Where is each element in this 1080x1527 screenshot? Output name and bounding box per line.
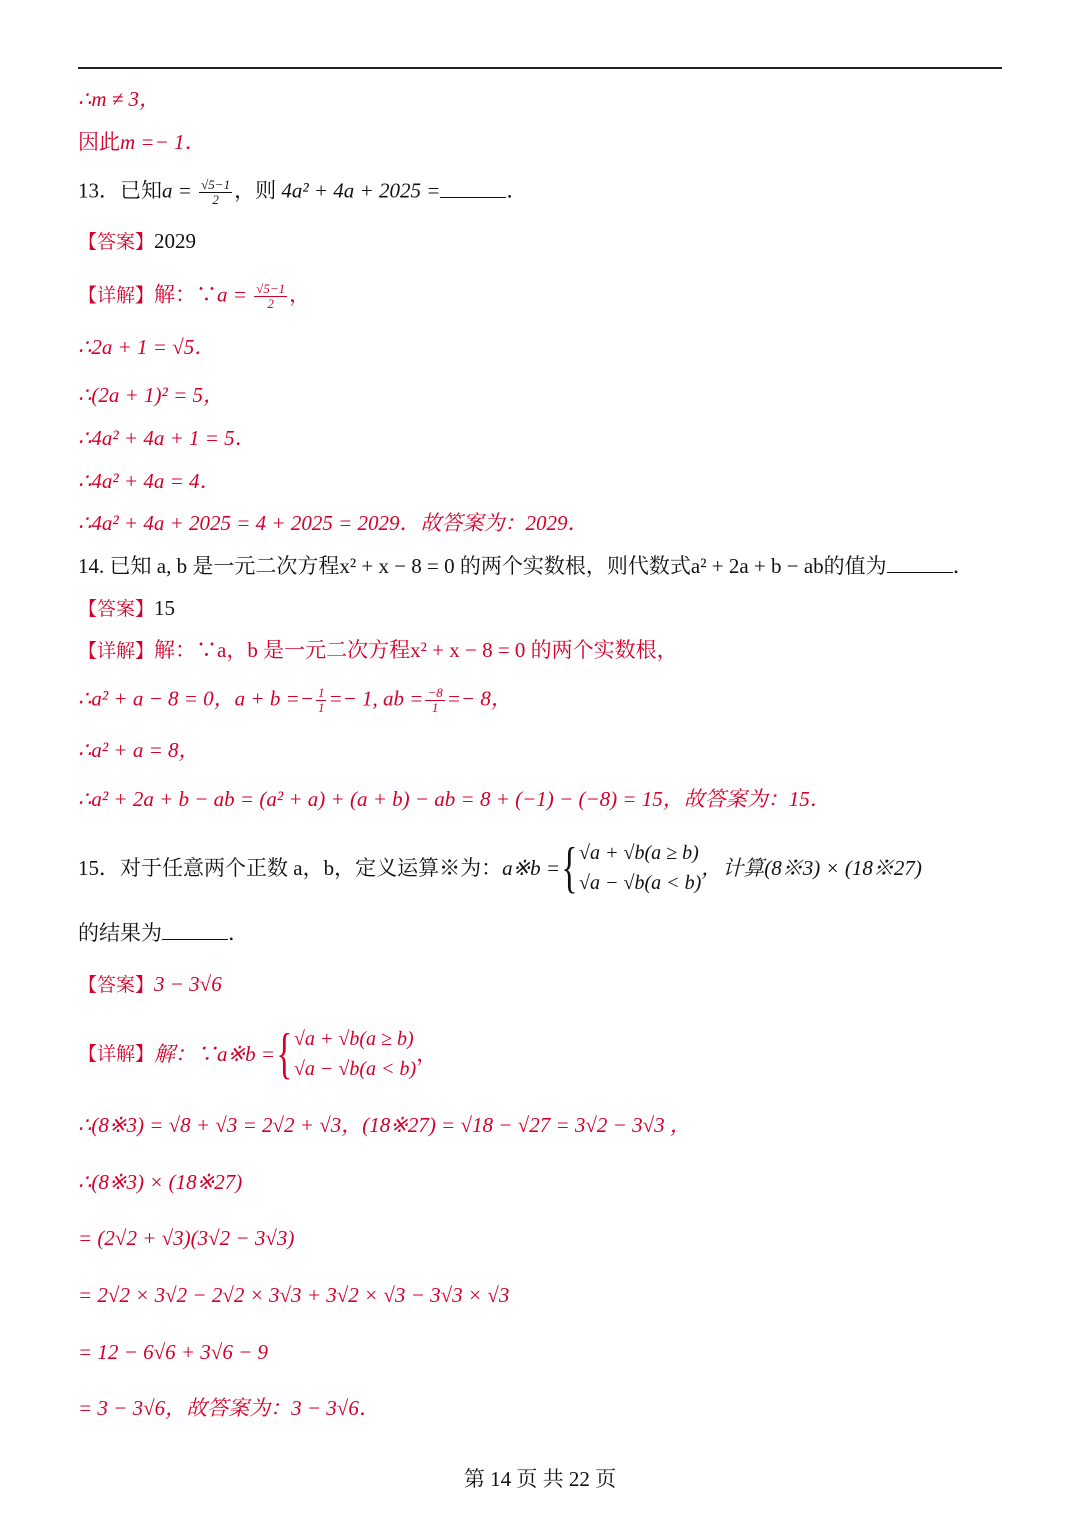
detail-13: 【详解】解：∵a = $\frac{√5-1}{2}$ ，: [78, 281, 311, 312]
piecewise-cases: √a + √b(a ≥ b) √a − √b(a < b): [579, 842, 702, 894]
step-13-2: ∴(2a + 1)² = 5，: [78, 383, 224, 407]
answer-blank: [887, 556, 953, 573]
prev-step-line: ∴m ≠ 3，: [78, 87, 161, 111]
detail-15: 【详解】 解：∵a※b = { √a + √b(a ≥ b) √a − √b(a < b) ，: [78, 1022, 438, 1085]
page-footer: 第 14 页 共 22 页: [463, 1467, 617, 1491]
step-13-5: ∴4a² + 4a + 2025 = 4 + 2025 = 2029．故答案为：2029．: [78, 511, 589, 535]
fraction-2: $\frac{-8}{1}$: [427, 685, 443, 716]
step-14-1: ∴a² + a − 8 = 0，a + b =− $\frac{1}{1}$ =− 1, ab = $\frac{-8}{1}$ =− 8，: [78, 685, 512, 716]
brace-icon: {: [276, 1022, 293, 1085]
step-15-6: = 3 − 3√6，故答案为：3 − 3√6．: [78, 1396, 380, 1420]
step-14-3: ∴a² + 2a + b − ab = (a² + a) + (a + b) − ab = 8 + (−1) − (−8) = 15，故答案为：15．: [78, 787, 831, 811]
header-rule: [78, 67, 1002, 69]
question-13: 13．已知a = $\frac{√5-1}{2}$ ，则 4a² + 4a + 2025 = ．: [78, 177, 528, 208]
prev-conclusion-line: 因此m =− 1．: [78, 130, 206, 154]
answer-13: 【答案】2029: [78, 229, 197, 253]
question-14: 14. 已知 a, b 是一元二次方程x² + x − 8 = 0 的两个实数根，则代数式a² + 2a + b − ab的值为 ．: [78, 554, 974, 578]
step-13-3: ∴4a² + 4a + 1 = 5．: [78, 426, 256, 450]
step-13-4: ∴4a² + 4a = 4．: [78, 469, 221, 493]
step-13-1: ∴2a + 1 = √5．: [78, 335, 216, 359]
answer-14: 【答案】15: [78, 596, 176, 620]
fraction-a-detail: $\frac{√5-1}{2}$: [256, 281, 286, 312]
piecewise-cases-detail: √a + √b(a ≥ b) √a − √b(a < b): [293, 1028, 417, 1080]
fraction-a: $\frac{√5-1}{2}$: [201, 177, 231, 208]
step-15-1: ∴(8※3) = √8 + √3 = 2√2 + √3，(18※27) = √18 − √27 = 3√2 − 3√3 ，: [78, 1113, 691, 1137]
detail-14: 【详解】解：∵a，b 是一元二次方程x² + x − 8 = 0 的两个实数根，: [78, 638, 678, 662]
answer-15: 【答案】3 − 3√6: [78, 972, 222, 996]
question-15-line2: 的结果为 ．: [78, 921, 249, 945]
answer-blank: [162, 923, 228, 940]
step-15-3: = (2√2 + √3)(3√2 − 3√3): [78, 1226, 295, 1250]
step-15-5: = 12 − 6√6 + 3√6 − 9: [78, 1340, 268, 1364]
answer-blank: [440, 181, 506, 198]
step-14-2: ∴a² + a = 8，: [78, 738, 200, 762]
fraction-1: $\frac{1}{1}$: [317, 685, 325, 716]
step-15-4: = 2√2 × 3√2 − 2√2 × 3√3 + 3√2 × √3 − 3√3 × √3: [78, 1283, 510, 1307]
brace-icon: {: [561, 836, 578, 899]
question-15: 15．对于任意两个正数 a，b，定义运算※为： a※b = { √a + √b(a ≥ b) √a − √b(a < b) ，计算(8※3) × (18※27): [78, 836, 922, 899]
step-15-2: ∴(8※3) × (18※27): [78, 1170, 243, 1194]
